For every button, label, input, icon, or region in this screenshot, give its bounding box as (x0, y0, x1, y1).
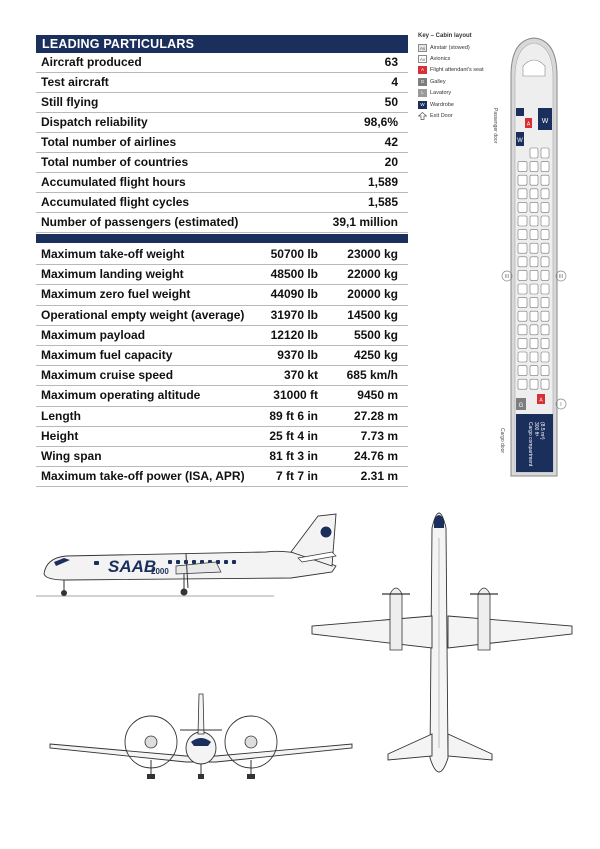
stat-label: Aircraft produced (41, 55, 142, 69)
spec-imperial: 48500 lb (270, 267, 318, 282)
passenger-seat (530, 311, 538, 321)
passenger-seat (530, 162, 538, 172)
key-label: Flight attendant's seat (430, 67, 484, 74)
key-label: Galley (430, 78, 446, 85)
spec-metric: 9450 m (357, 388, 398, 403)
cargo-volume-metric: (8.5 m³) (539, 422, 545, 440)
spec-row (36, 407, 408, 427)
passenger-seat (541, 175, 549, 185)
cargo-compartment-label: Cargo compartment (527, 422, 533, 467)
stat-value: 39,1 million (332, 215, 398, 229)
passenger-seat (541, 338, 549, 348)
spec-label: Maximum cruise speed (41, 368, 174, 383)
wardrobe-marker-left: W (517, 138, 523, 144)
stats-section (36, 53, 408, 233)
passenger-seat (518, 325, 527, 335)
cabin-wardrobe-front (516, 108, 524, 116)
spec-label: Maximum take-off power (ISA, APR) (41, 469, 245, 484)
stat-value: 1,589 (367, 175, 398, 189)
livery-saab: SAAB (108, 557, 157, 576)
spec-imperial: 370 kt (283, 368, 318, 383)
stat-row (36, 73, 408, 93)
stat-label: Number of passengers (estimated) (41, 215, 239, 229)
spec-imperial: 50700 lb (270, 247, 318, 261)
passenger-seat (530, 338, 538, 348)
spec-label: Height (41, 428, 79, 443)
stat-value: 1,585 (367, 195, 398, 209)
passenger-seat (541, 366, 549, 376)
passenger-seat (541, 325, 549, 335)
stat-label: Total number of airlines (41, 135, 177, 149)
wardrobe-icon: W (418, 101, 427, 109)
galley-marker: G (518, 403, 524, 409)
fa-marker: A (526, 121, 531, 128)
spec-metric: 23000 kg (347, 247, 398, 261)
stat-row (36, 53, 408, 73)
passenger-seat (518, 216, 527, 226)
livery-model: 2000 (151, 567, 169, 576)
passenger-seat (541, 298, 549, 308)
spec-row (36, 366, 408, 386)
cargo-door-label: Cargo door (499, 428, 505, 454)
stat-value: 42 (384, 135, 398, 149)
stat-label: Accumulated flight cycles (41, 195, 190, 209)
spec-imperial: 31970 lb (270, 307, 318, 322)
stat-value: 4 (391, 75, 398, 89)
stat-row (36, 193, 408, 213)
cabin-layout-diagram (489, 36, 599, 482)
lavatory-icon: L (418, 89, 427, 97)
passenger-seat (530, 298, 538, 308)
passenger-seat (530, 175, 538, 185)
wardrobe-marker: W (541, 118, 549, 125)
spec-label: Maximum fuel capacity (41, 347, 173, 362)
spec-metric: 685 km/h (346, 368, 398, 383)
spec-metric: 5500 kg (353, 327, 398, 342)
stat-row (36, 93, 408, 113)
stat-value: 63 (384, 55, 398, 69)
passenger-seat (530, 284, 538, 294)
flight-attendant-seat-icon: A (418, 66, 427, 74)
passenger-seat (541, 311, 549, 321)
section-divider (36, 234, 408, 243)
stat-label: Test aircraft (41, 75, 109, 89)
spec-metric: 22000 kg (347, 267, 398, 282)
passenger-seat (530, 243, 538, 253)
stat-row (36, 153, 408, 173)
spec-imperial: 25 ft 4 in (269, 428, 318, 443)
spec-row (36, 447, 408, 467)
stat-row (36, 113, 408, 133)
exit-label-rear: I (560, 402, 562, 408)
airstair-icon: As (419, 45, 426, 51)
passenger-seat (541, 230, 549, 240)
aircraft-front-view (48, 690, 354, 782)
spec-imperial: 7 ft 7 in (275, 469, 318, 484)
spec-row (36, 285, 408, 305)
spec-label: Maximum payload (41, 327, 146, 342)
spec-label: Operational empty weight (average) (41, 307, 245, 322)
spec-imperial: 9370 lb (277, 347, 318, 362)
leading-particulars-table (36, 35, 408, 487)
spec-row (36, 306, 408, 326)
passenger-seat (530, 216, 538, 226)
spec-imperial: 81 ft 3 in (269, 448, 318, 463)
passenger-seat (541, 216, 549, 226)
spec-label: Maximum zero fuel weight (41, 287, 191, 302)
passenger-seat (541, 243, 549, 253)
spec-metric: 4250 kg (353, 347, 398, 362)
passenger-seat (518, 338, 527, 348)
specs-section (36, 245, 408, 487)
passenger-seat (518, 257, 527, 267)
passenger-seat (518, 189, 527, 199)
spec-metric: 7.73 m (360, 428, 398, 443)
passenger-seat (530, 270, 538, 280)
avionics-icon: Av (419, 57, 426, 63)
passenger-seat (530, 202, 538, 212)
passenger-seat (541, 352, 549, 362)
passenger-seat (518, 298, 527, 308)
stat-value: 20 (384, 155, 398, 169)
passenger-seat (518, 311, 527, 321)
passenger-seat (530, 325, 538, 335)
aircraft-side-view (36, 508, 346, 600)
stat-row (36, 173, 408, 193)
passenger-seat (518, 243, 527, 253)
spec-row (36, 346, 408, 366)
stat-value: 50 (384, 95, 398, 109)
spec-row (36, 467, 408, 487)
spec-label: Maximum landing weight (41, 267, 184, 282)
spec-metric: 20000 kg (347, 287, 398, 302)
passenger-seat (518, 162, 527, 172)
spec-imperial: 12120 lb (270, 327, 318, 342)
stat-label: Accumulated flight hours (41, 175, 186, 189)
spec-row (36, 265, 408, 285)
spec-label: Maximum take-off weight (41, 247, 185, 261)
spec-row (36, 326, 408, 346)
passenger-door-label: Passenger door (492, 108, 498, 144)
passenger-seat (518, 379, 527, 389)
key-label: Lavatory (430, 90, 452, 97)
passenger-seat (541, 257, 549, 267)
passenger-seat (530, 230, 538, 240)
fa-marker-rear: A (539, 397, 543, 404)
passenger-seat (518, 352, 527, 362)
spec-metric: 2.31 m (360, 469, 398, 484)
passenger-seat (541, 162, 549, 172)
passenger-seat (541, 148, 549, 158)
galley-icon: G (418, 78, 427, 86)
spec-metric: 14500 kg (347, 307, 398, 322)
spec-label: Maximum operating altitude (41, 388, 201, 403)
spec-imperial: 31000 ft (273, 388, 318, 403)
spec-metric: 27.28 m (353, 408, 398, 423)
passenger-seat (541, 284, 549, 294)
passenger-seat (518, 366, 527, 376)
key-label: Airstair (stowed) (430, 44, 470, 51)
passenger-seat (541, 270, 549, 280)
passenger-seat (518, 284, 527, 294)
passenger-seat (541, 379, 549, 389)
passenger-seat (518, 270, 527, 280)
table-title: LEADING PARTICULARS (36, 35, 408, 53)
key-label: Wardrobe (430, 101, 454, 108)
passenger-seat (530, 148, 538, 158)
exit-door-icon (418, 112, 427, 120)
stat-row (36, 213, 408, 233)
spec-metric: 24.76 m (353, 448, 398, 463)
passenger-seat (530, 257, 538, 267)
stat-label: Still flying (41, 95, 99, 109)
passenger-seat (530, 379, 538, 389)
passenger-seat (530, 366, 538, 376)
passenger-seat (518, 202, 527, 212)
spec-row (36, 386, 408, 406)
spec-label: Wing span (41, 448, 102, 463)
spec-row (36, 245, 408, 265)
spec-imperial: 89 ft 6 in (269, 408, 318, 423)
stat-label: Total number of countries (41, 155, 189, 169)
passenger-seat (530, 189, 538, 199)
stat-row (36, 133, 408, 153)
key-label: Avionics (430, 56, 451, 63)
spec-label: Length (41, 408, 81, 423)
passenger-seat (541, 202, 549, 212)
cargo-volume: 300 ft³ (533, 422, 539, 437)
stat-label: Dispatch reliability (41, 115, 148, 129)
passenger-seat (518, 230, 527, 240)
passenger-seat (518, 175, 527, 185)
exit-label-right: III (558, 274, 564, 280)
key-label: Exit Door (430, 113, 453, 120)
stat-value: 98,6% (363, 115, 398, 129)
spec-imperial: 44090 lb (270, 287, 318, 302)
passenger-seat (541, 189, 549, 199)
key-title: Key – Cabin layout (418, 33, 472, 39)
exit-label-left: III (504, 274, 510, 280)
passenger-seat (530, 352, 538, 362)
spec-row (36, 427, 408, 447)
